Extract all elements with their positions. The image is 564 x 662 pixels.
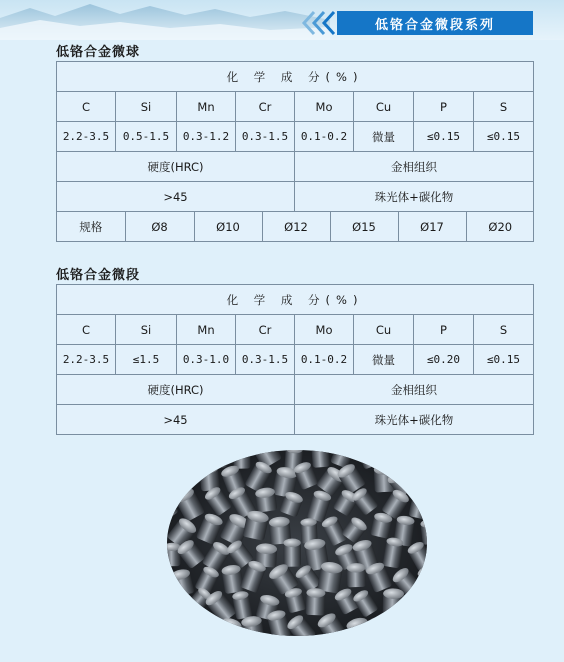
size-value: Ø8: [125, 212, 194, 241]
hardness-value: >45: [57, 405, 295, 435]
hardness-label: 硬度(HRC): [57, 152, 295, 182]
element-label: Cu: [354, 315, 414, 345]
element-label: P: [414, 315, 474, 345]
pellet: [181, 448, 206, 465]
spec-table-segments: [56, 284, 534, 435]
pellet: [347, 563, 366, 587]
element-label: C: [57, 315, 116, 345]
section-title-segments: 低铬合金微段: [56, 268, 141, 283]
pellet: [368, 616, 392, 638]
pellet: [412, 448, 430, 468]
element-label: C: [57, 92, 116, 122]
element-value: 微量: [354, 345, 414, 375]
pellet: [207, 448, 227, 468]
pellet: [165, 586, 183, 620]
metallography-label: 金相组织: [295, 375, 534, 405]
pellet: [255, 487, 278, 513]
pellet: [412, 590, 430, 619]
pellet: [414, 463, 430, 498]
element-value: 0.3-1.5: [236, 122, 295, 152]
element-value: 0.5-1.5: [116, 122, 177, 152]
element-label: Mo: [295, 92, 354, 122]
product-photo: [165, 448, 430, 638]
element-label: S: [474, 315, 534, 345]
pellet: [199, 463, 220, 491]
hardness-value: >45: [57, 182, 295, 212]
cylpebs-image: [165, 448, 430, 638]
pellet: [165, 543, 181, 567]
composition-header: 化 学 成 分(%): [57, 62, 534, 92]
series-title: 低铬合金微段系列: [337, 11, 533, 35]
metallography-value: 珠光体+碳化物: [295, 405, 534, 435]
element-value: 2.2-3.5: [57, 122, 116, 152]
element-label: P: [414, 92, 474, 122]
pellet: [196, 618, 215, 638]
size-value: Ø10: [194, 212, 262, 241]
element-label: Cr: [236, 315, 295, 345]
element-label: Cu: [354, 92, 414, 122]
pellet: [395, 616, 415, 638]
element-value: ≤0.15: [474, 345, 534, 375]
pellet: [233, 448, 250, 469]
element-label: S: [474, 92, 534, 122]
element-label: Mn: [177, 92, 236, 122]
element-value: 0.3-1.2: [177, 122, 236, 152]
mountain-banner: [0, 0, 330, 40]
pellet: [165, 448, 178, 467]
section-title-balls: 低铬合金微球: [56, 45, 141, 60]
pellet: [306, 588, 326, 616]
pellet: [386, 448, 407, 468]
size-table: [57, 212, 534, 241]
pellet: [374, 464, 396, 493]
element-label: Si: [116, 315, 177, 345]
size-row: [57, 212, 534, 242]
element-value: ≤0.15: [414, 122, 474, 152]
hardness-label: 硬度(HRC): [57, 375, 295, 405]
element-value: 0.1-0.2: [295, 345, 354, 375]
element-value: 0.1-0.2: [295, 122, 354, 152]
size-value: Ø12: [262, 212, 330, 241]
size-value: Ø17: [398, 212, 466, 241]
element-label: Mo: [295, 315, 354, 345]
header-band: [0, 0, 564, 40]
element-value: 0.3-1.0: [177, 345, 236, 375]
pellet: [408, 487, 430, 519]
pellet: [383, 588, 405, 615]
element-value: 2.2-3.5: [57, 345, 116, 375]
pellet: [421, 615, 430, 638]
metallography-value: 珠光体+碳化物: [295, 182, 534, 212]
pellet: [166, 460, 190, 491]
chevron-decoration-icon: [300, 10, 340, 36]
size-value: Ø15: [330, 212, 398, 241]
element-value: ≤0.15: [474, 122, 534, 152]
size-value: Ø20: [466, 212, 534, 241]
element-value: ≤1.5: [116, 345, 177, 375]
element-value: 微量: [354, 122, 414, 152]
spec-table-balls: [56, 61, 534, 242]
element-label: Cr: [236, 92, 295, 122]
element-label: Si: [116, 92, 177, 122]
element-value: 0.3-1.5: [236, 345, 295, 375]
pellet: [311, 448, 330, 468]
element-value: ≤0.20: [414, 345, 474, 375]
pellet: [283, 538, 301, 566]
element-label: Mn: [177, 315, 236, 345]
composition-header: 化 学 成 分(%): [57, 285, 534, 315]
spec-label: 规格: [57, 212, 125, 241]
metallography-label: 金相组织: [295, 152, 534, 182]
pellet: [169, 617, 189, 638]
